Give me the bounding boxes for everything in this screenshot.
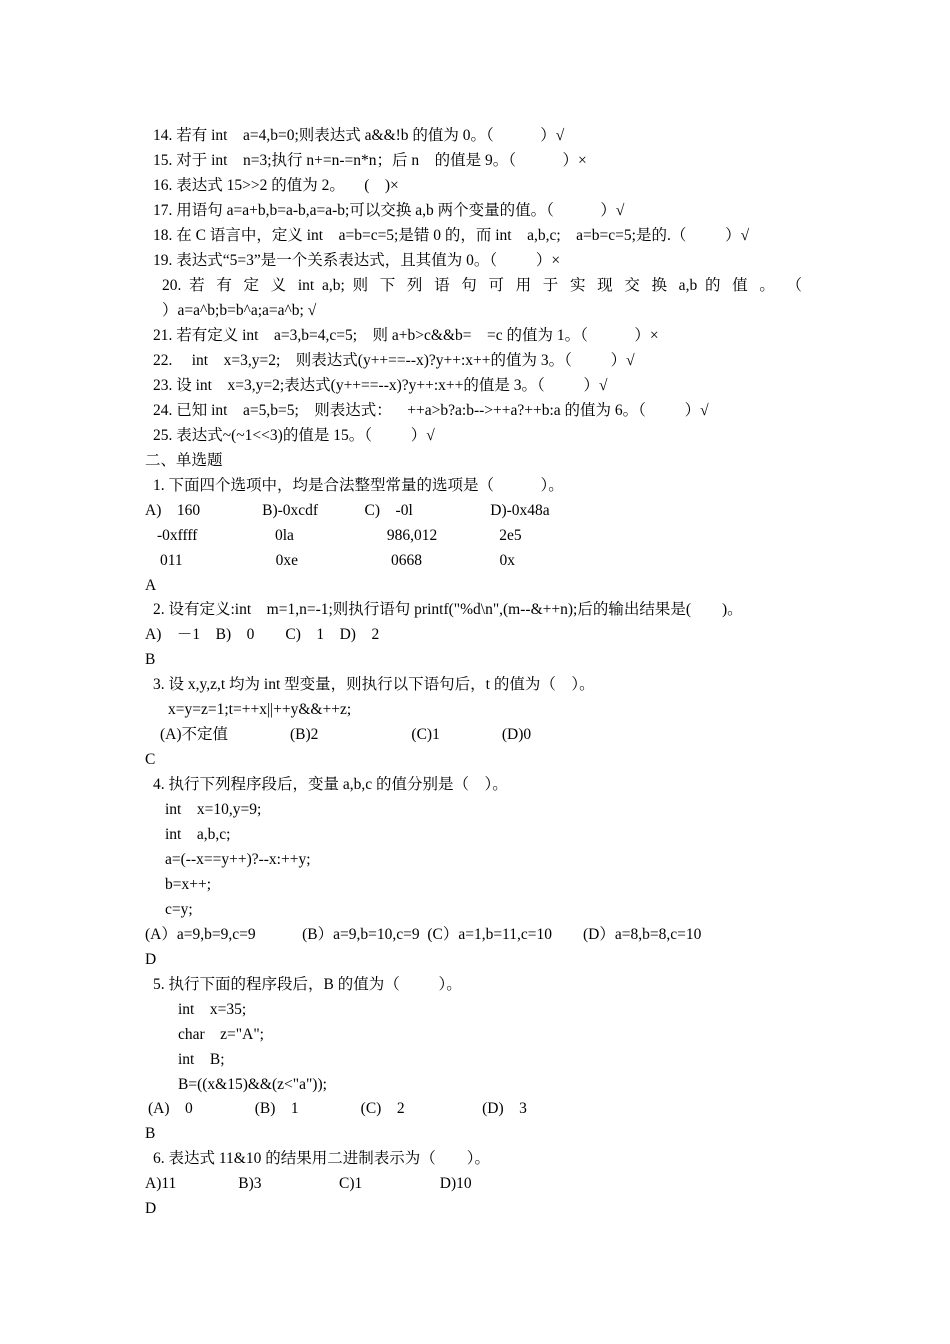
mc-q5-code-line1: int x=35;	[178, 1001, 247, 1018]
mc-q5-code-line2: char z="A";	[178, 1026, 264, 1043]
mc-q1-options-row2: -0xffff 0la 986,012 2e5	[157, 527, 522, 544]
mc-q4-code-line5: c=y;	[165, 901, 193, 918]
mc-q5-code-line4: B=((x&15)&&(z<"a"));	[178, 1076, 327, 1093]
mc-q4-code-line1: int x=10,y=9;	[165, 801, 262, 818]
mc-q4: 4. 执行下列程序段后，变量 a,b,c 的值分别是（ ）。	[153, 776, 508, 793]
mc-q6: 6. 表达式 11&10 的结果用二进制表示为（ ）。	[153, 1150, 490, 1167]
mc-q3-code: x=y=z=1;t=++x||++y&&++z;	[168, 701, 352, 718]
tf-q22: 22. int x=3,y=2; 则表达式(y++==--x)?y++:x++的值为 3。（ ）√	[153, 352, 635, 369]
tf-q14: 14. 若有 int a=4,b=0;则表达式 a&&!b 的值为 0。（ ）√	[153, 127, 565, 144]
mc-q3-options: (A)不定值 (B)2 (C)1 (D)0	[160, 726, 532, 743]
mc-q5-options: (A) 0 (B) 1 (C) 2 (D) 3	[148, 1100, 527, 1117]
mc-q2: 2. 设有定义:int m=1,n=-1;则执行语句 printf("%d\n",(m--&++n);后的输出结果是( )。	[153, 601, 743, 618]
tf-q16: 16. 表达式 15>>2 的值为 2。 ( )×	[153, 177, 399, 194]
tf-q15: 15. 对于 int n=3;执行 n+=n-=n*n；后 n 的值是 9。（ ）×	[153, 152, 587, 169]
mc-q1: 1. 下面四个选项中，均是合法整型常量的选项是（ ）。	[153, 477, 564, 494]
mc-q5-answer: B	[145, 1125, 156, 1142]
mc-q5-code-line3: int B;	[178, 1051, 225, 1068]
mc-q4-code-line4: b=x++;	[165, 876, 212, 893]
mc-q1-answer: A	[145, 577, 157, 594]
mc-q4-answer: D	[145, 951, 157, 968]
tf-q18: 18. 在 C 语言中，定义 int a=b=c=5;是错 0 的，而 int a,b,c; a=b=c=5;是的.（ ）√	[153, 227, 750, 244]
mc-q1-options-row3: 011 0xe 0668 0x	[160, 552, 516, 569]
mc-q4-code-line2: int a,b,c;	[165, 826, 231, 843]
tf-q19: 19. 表达式“5=3”是一个关系表达式，且其值为 0。（ ）×	[153, 252, 561, 269]
mc-q3-answer: C	[145, 751, 156, 768]
tf-q20-line2: ）a=a^b;b=b^a;a=a^b; √	[162, 302, 317, 319]
tf-q25: 25. 表达式~(~1<<3)的值是 15。（ ）√	[153, 427, 435, 444]
mc-q2-answer: B	[145, 651, 156, 668]
mc-q1-options-row1: A) 160 B)-0xcdf C) -0l D)-0x48a	[145, 502, 550, 519]
section-heading-single-choice: 二、单选题	[145, 452, 223, 469]
mc-q6-answer: D	[145, 1200, 157, 1217]
mc-q6-options: A)11 B)3 C)1 D)10	[145, 1175, 472, 1192]
mc-q5: 5. 执行下面的程序段后，B 的值为（ ）。	[153, 976, 462, 993]
mc-q2-options: A) －1 B) 0 C) 1 D) 2	[145, 626, 380, 643]
tf-q24: 24. 已知 int a=5,b=5; 则表达式： ++a>b?a:b-->++a?++b:a 的值为 6。（ ）√	[153, 402, 709, 419]
mc-q4-options: (A）a=9,b=9,c=9 (B）a=9,b=10,c=9 (C）a=1,b=11,c=10 (D）a=8,b=8,c=10	[145, 926, 702, 943]
tf-q21: 21. 若有定义 int a=3,b=4,c=5; 则 a+b>c&&b= =c 的值为 1。（ ）×	[153, 327, 659, 344]
tf-q20-line1: 20. 若 有 定 义 int a,b; 则 下 列 语 句 可 用 于 实 现 交 换 a,b 的 值 。 （	[162, 277, 802, 294]
mc-q4-code-line3: a=(--x==y++)?--x:++y;	[165, 851, 311, 868]
mc-q3: 3. 设 x,y,z,t 均为 int 型变量，则执行以下语句后，t 的值为（ ）。	[153, 676, 595, 693]
tf-q17: 17. 用语句 a=a+b,b=a-b,a=a-b;可以交换 a,b 两个变量的值。（ ）√	[153, 202, 625, 219]
tf-q23: 23. 设 int x=3,y=2;表达式(y++==--x)?y++:x++的值是 3。（ ）√	[153, 377, 608, 394]
